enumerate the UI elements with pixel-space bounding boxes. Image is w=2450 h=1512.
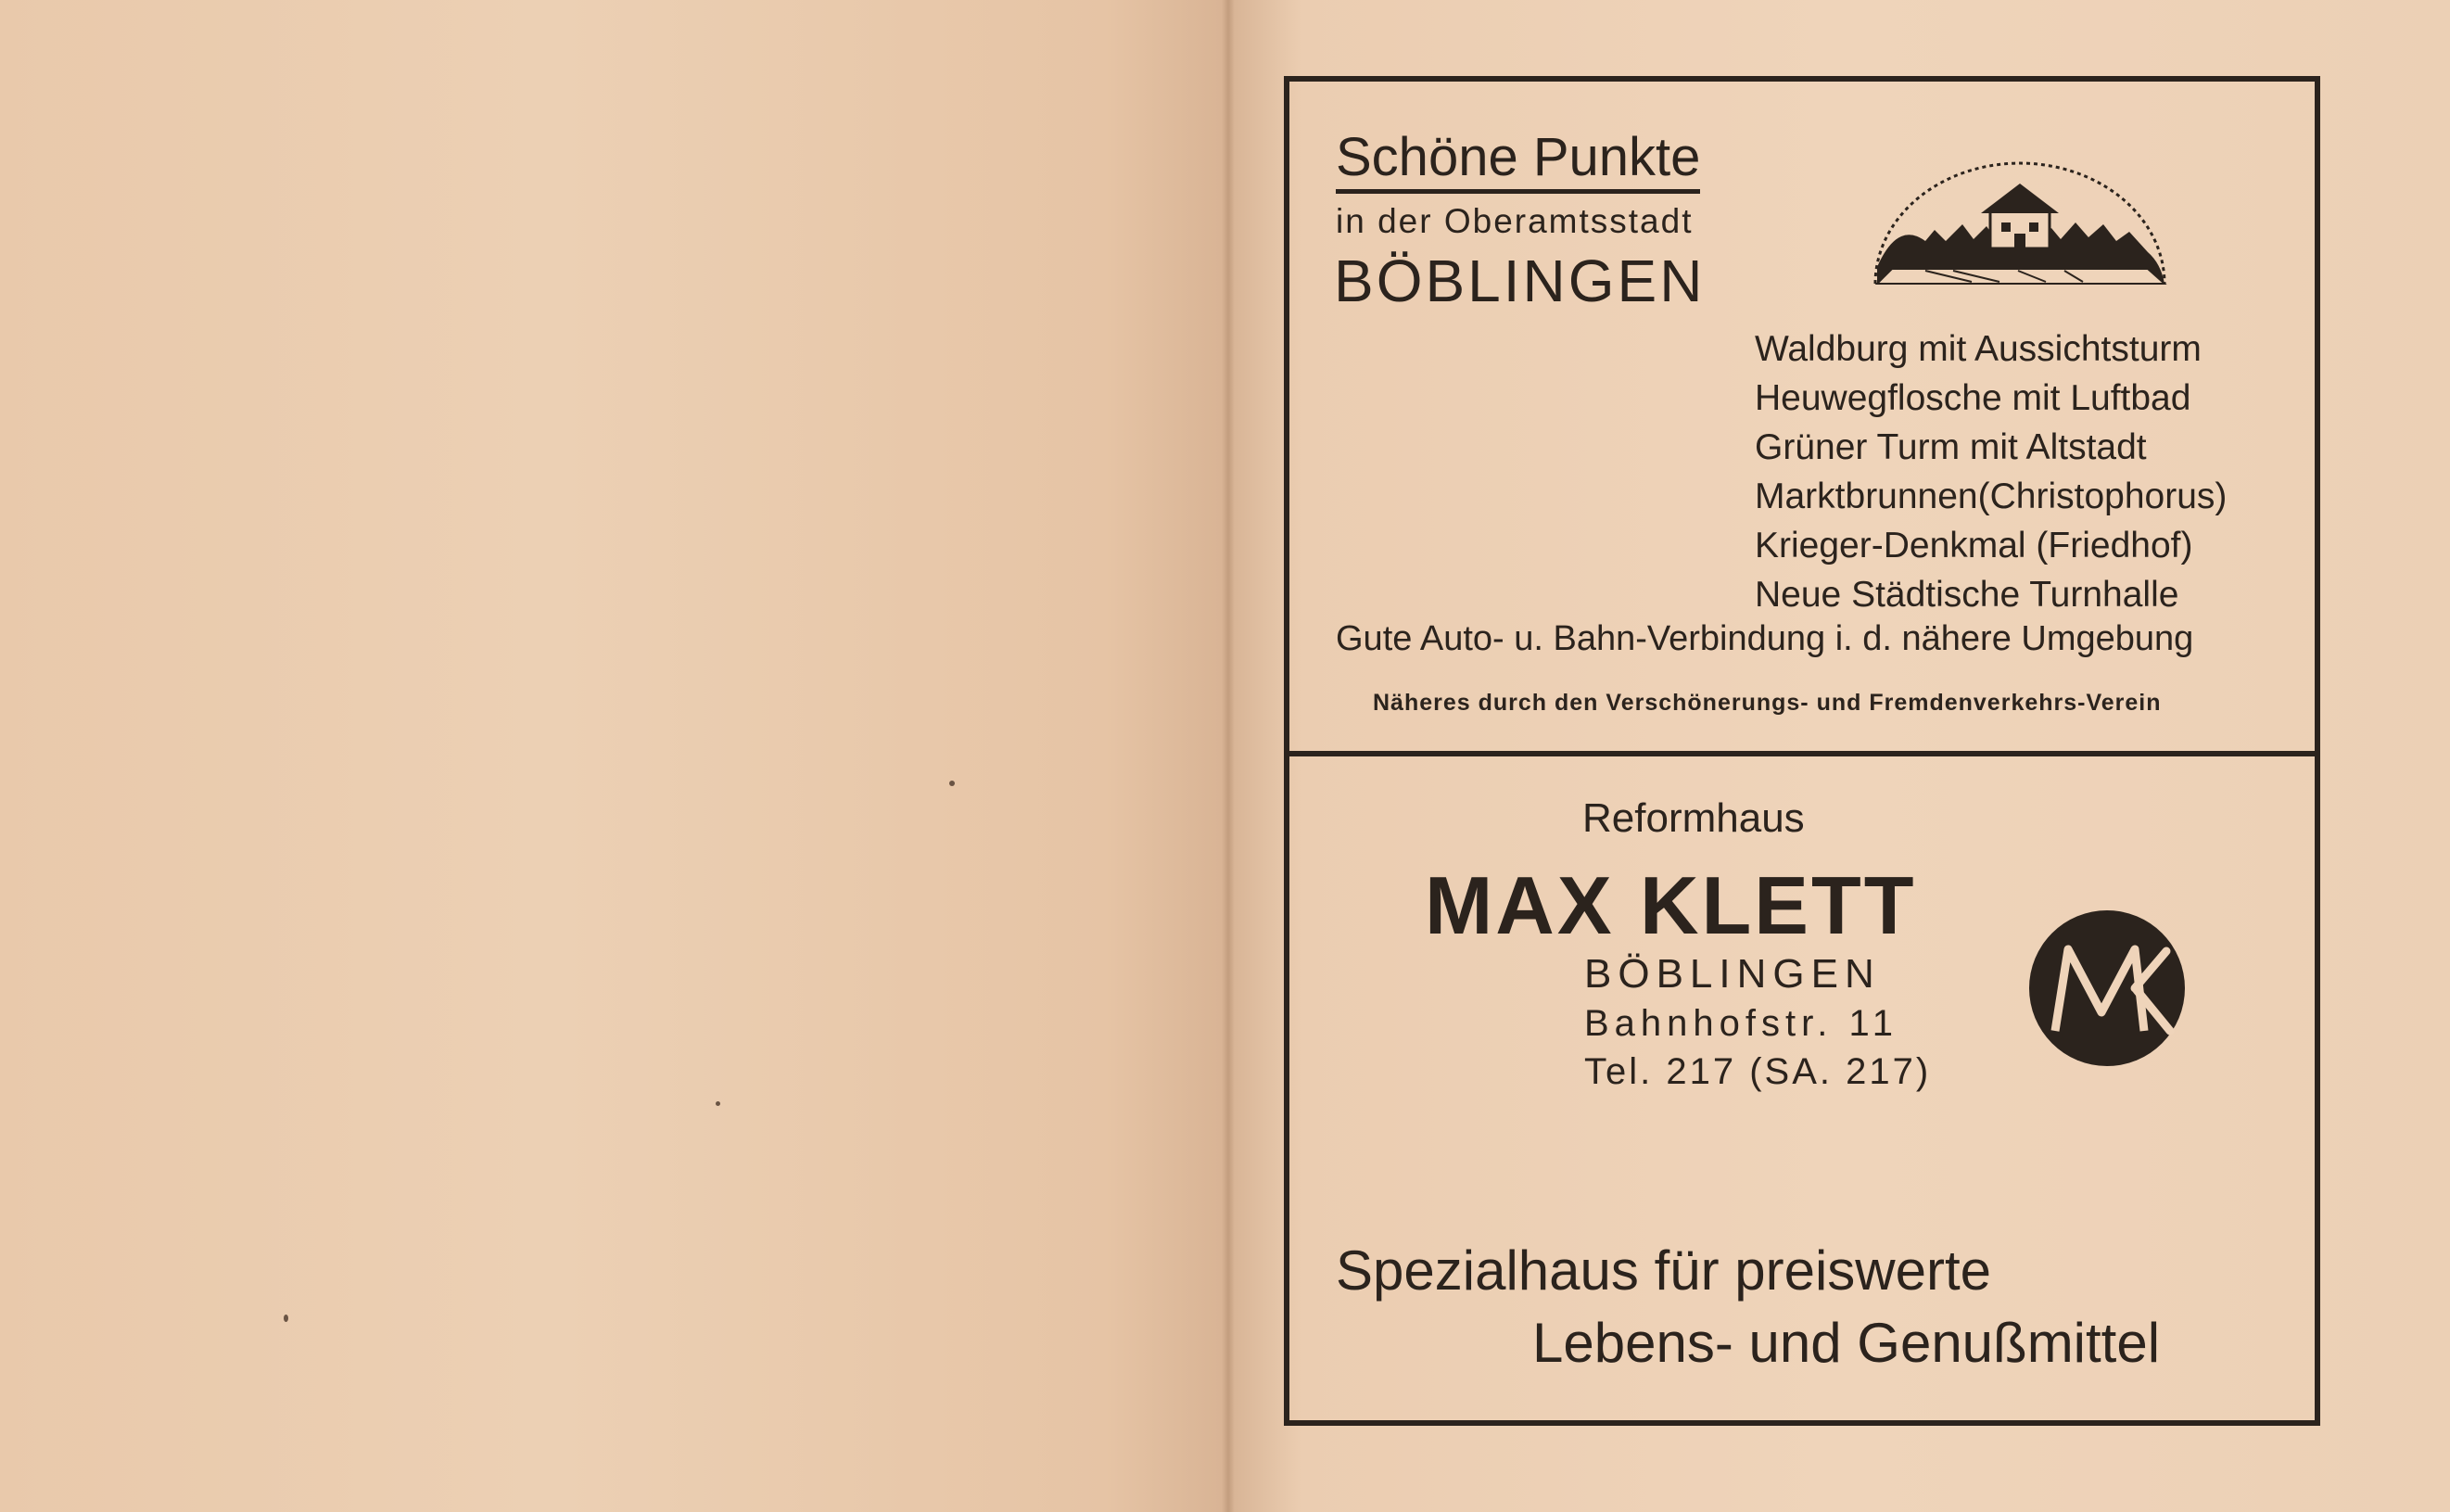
mk-monogram-icon	[2027, 908, 2187, 1068]
sights-list	[1755, 324, 2227, 619]
shop-town: BÖBLINGEN	[1584, 951, 1881, 997]
shop-street: Bahnhofstr. 11	[1584, 1003, 1898, 1044]
association-note: Näheres durch den Verschönerungs- und Fremdenverkehrs-Verein	[1373, 690, 2162, 716]
list-item: Neue Städtische Turnhalle	[1755, 575, 2179, 615]
advertisement-frame	[1284, 76, 2320, 1426]
shop-name: MAX KLETT	[1425, 859, 1917, 951]
paper-speck	[949, 781, 955, 786]
house-landscape-icon	[1870, 156, 2170, 295]
list-item: Krieger-Denkmal (Friedhof)	[1755, 526, 2193, 565]
shop-slogan-line-1: Spezialhaus für preiswerte	[1336, 1239, 1992, 1302]
connection-note: Gute Auto- u. Bahn-Verbindung i. d. nähere Umgebung	[1336, 619, 2194, 658]
list-item: Grüner Turm mit Altstadt	[1755, 427, 2147, 467]
list-item: Waldburg mit Aussichtsturm	[1755, 329, 2202, 369]
paper-speck	[284, 1315, 288, 1322]
sights-town: BÖBLINGEN	[1334, 248, 1706, 314]
list-item: Heuwegflosche mit Luftbad	[1755, 378, 2191, 418]
sights-subtitle: in der Oberamtsstadt	[1336, 202, 1694, 240]
shop-phone: Tel. 217 (SA. 217)	[1584, 1051, 1932, 1092]
paper-speck	[716, 1101, 720, 1106]
shop-type: Reformhaus	[1582, 795, 1805, 841]
book-gutter	[1222, 0, 1235, 1512]
list-item: Marktbrunnen(Christophorus)	[1755, 476, 2228, 516]
sights-title: Schöne Punkte	[1336, 126, 1700, 194]
section-divider	[1289, 751, 2315, 756]
shop-slogan-line-2: Lebens- und Genußmittel	[1532, 1312, 2161, 1374]
